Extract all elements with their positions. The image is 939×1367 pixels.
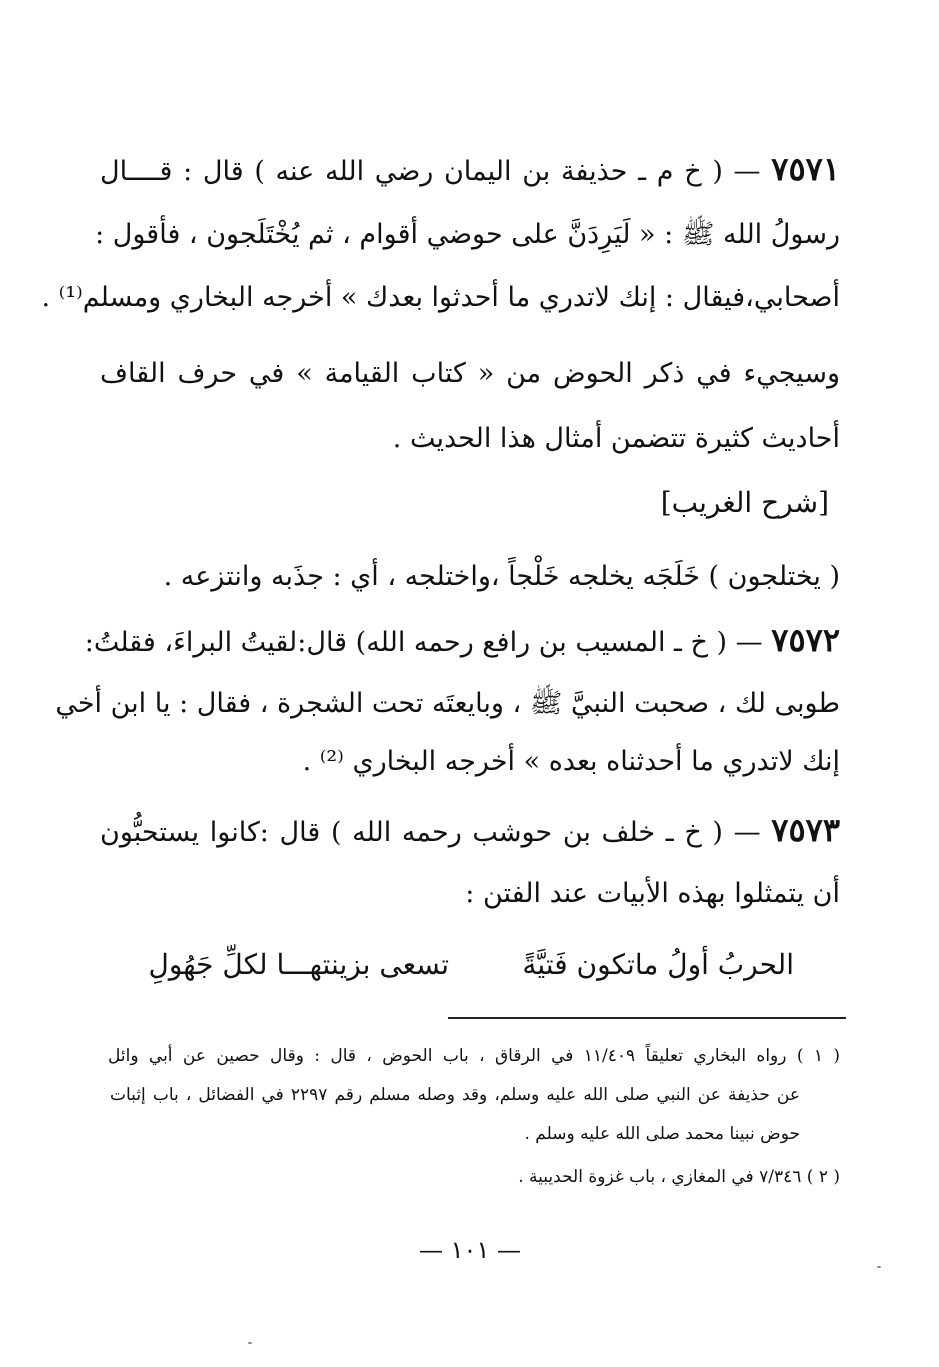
footnote-1-line-3: حوض نبينا محمد صلى الله عليه وسلم .: [524, 1124, 800, 1144]
hadith-number: ٧٥٧١: [771, 150, 840, 188]
footnote-1-line-2: عن حذيفة عن النبي صلى الله عليه وسلم، وقد وصله مسلم رقم ٢٢٩٧ في الفضائل ، باب إثبات: [110, 1085, 801, 1105]
hadith-isnad: — ( خ ـ خلف بن حوشب رحمه الله ) قال :كانوا يستحبُّون: [100, 817, 761, 848]
hadith-isnad: — ( خ م ـ حذيفة بن اليمان رضي الله عنه ) قال : قــــال: [100, 156, 761, 187]
gharib-heading: [شرح الغريب]: [660, 486, 829, 519]
hadith-number: ٧٥٧٣: [771, 811, 840, 849]
hadith-7571-line-1: [100, 147, 840, 191]
footnote-separator: [448, 1017, 846, 1019]
note-line-2: أحاديث كثيرة تتضمن أمثال هذا الحديث .: [392, 423, 840, 454]
gharib-text: ( يختلجون ) خَلَجَه يخلجه خَلْجاً ،واختلجه ، أي : جذَبه وانتزعه .: [163, 561, 840, 592]
page-number: — ١٠١ —: [419, 1236, 521, 1264]
hadith-number: ٧٥٧٢: [771, 621, 840, 659]
verse-second-hemistich: تسعى بزينتهـــا لكلِّ جَهُولِ: [148, 948, 449, 981]
hadith-7572-line-3: إنك لاتدري ما أحدثناه بعده » أخرجه البخاري ⁽²⁾ .: [302, 746, 840, 777]
hadith-7571-line-3: أصحابي،فيقال : إنك لاتدري ما أحدثوا بعدك » أخرجه البخاري ومسلم⁽¹⁾ .: [41, 282, 840, 313]
hadith-7573-line-1: [100, 808, 840, 852]
scan-speck: [877, 1266, 881, 1268]
scan-speck: [248, 1342, 252, 1344]
hadith-7573-line-2: أن يتمثلوا بهذه الأبيات عند الفتن :: [465, 878, 840, 909]
hadith-7571-line-2: رسولُ الله ﷺ : « لَيَرِدَنَّ على حوضي أقوام ، ثم يُخْتَلَجون ، فأقول :: [95, 219, 840, 250]
note-line-1: وسيجيء في ذكر الحوض من « كتاب القيامة » في حرف القاف: [100, 358, 840, 389]
hadith-isnad: — ( خ ـ المسيب بن رافع رحمه الله) قال:لقيتُ البراءَ، فقلتُ:: [84, 627, 763, 658]
footnote-2: ( ٢ ) ٧/٣٤٦ في المغازي ، باب غزوة الحديبية .: [518, 1167, 840, 1187]
hadith-7572-line-1: [84, 618, 840, 662]
verse-first-hemistich: الحربُ أولُ ماتكون فَتيَّةً: [522, 948, 794, 981]
hadith-7572-line-2: طوبى لك ، صحبت النبيَّ ﷺ ، وبايعتَه تحت الشجرة ، فقال : يا ابن أخي: [55, 688, 840, 719]
footnote-1-line-1: ( ١ ) رواه البخاري تعليقاً ١١/٤٠٩ في الرقاق ، باب الحوض ، قال : وقال حصين عن أبي وائل: [108, 1046, 840, 1066]
